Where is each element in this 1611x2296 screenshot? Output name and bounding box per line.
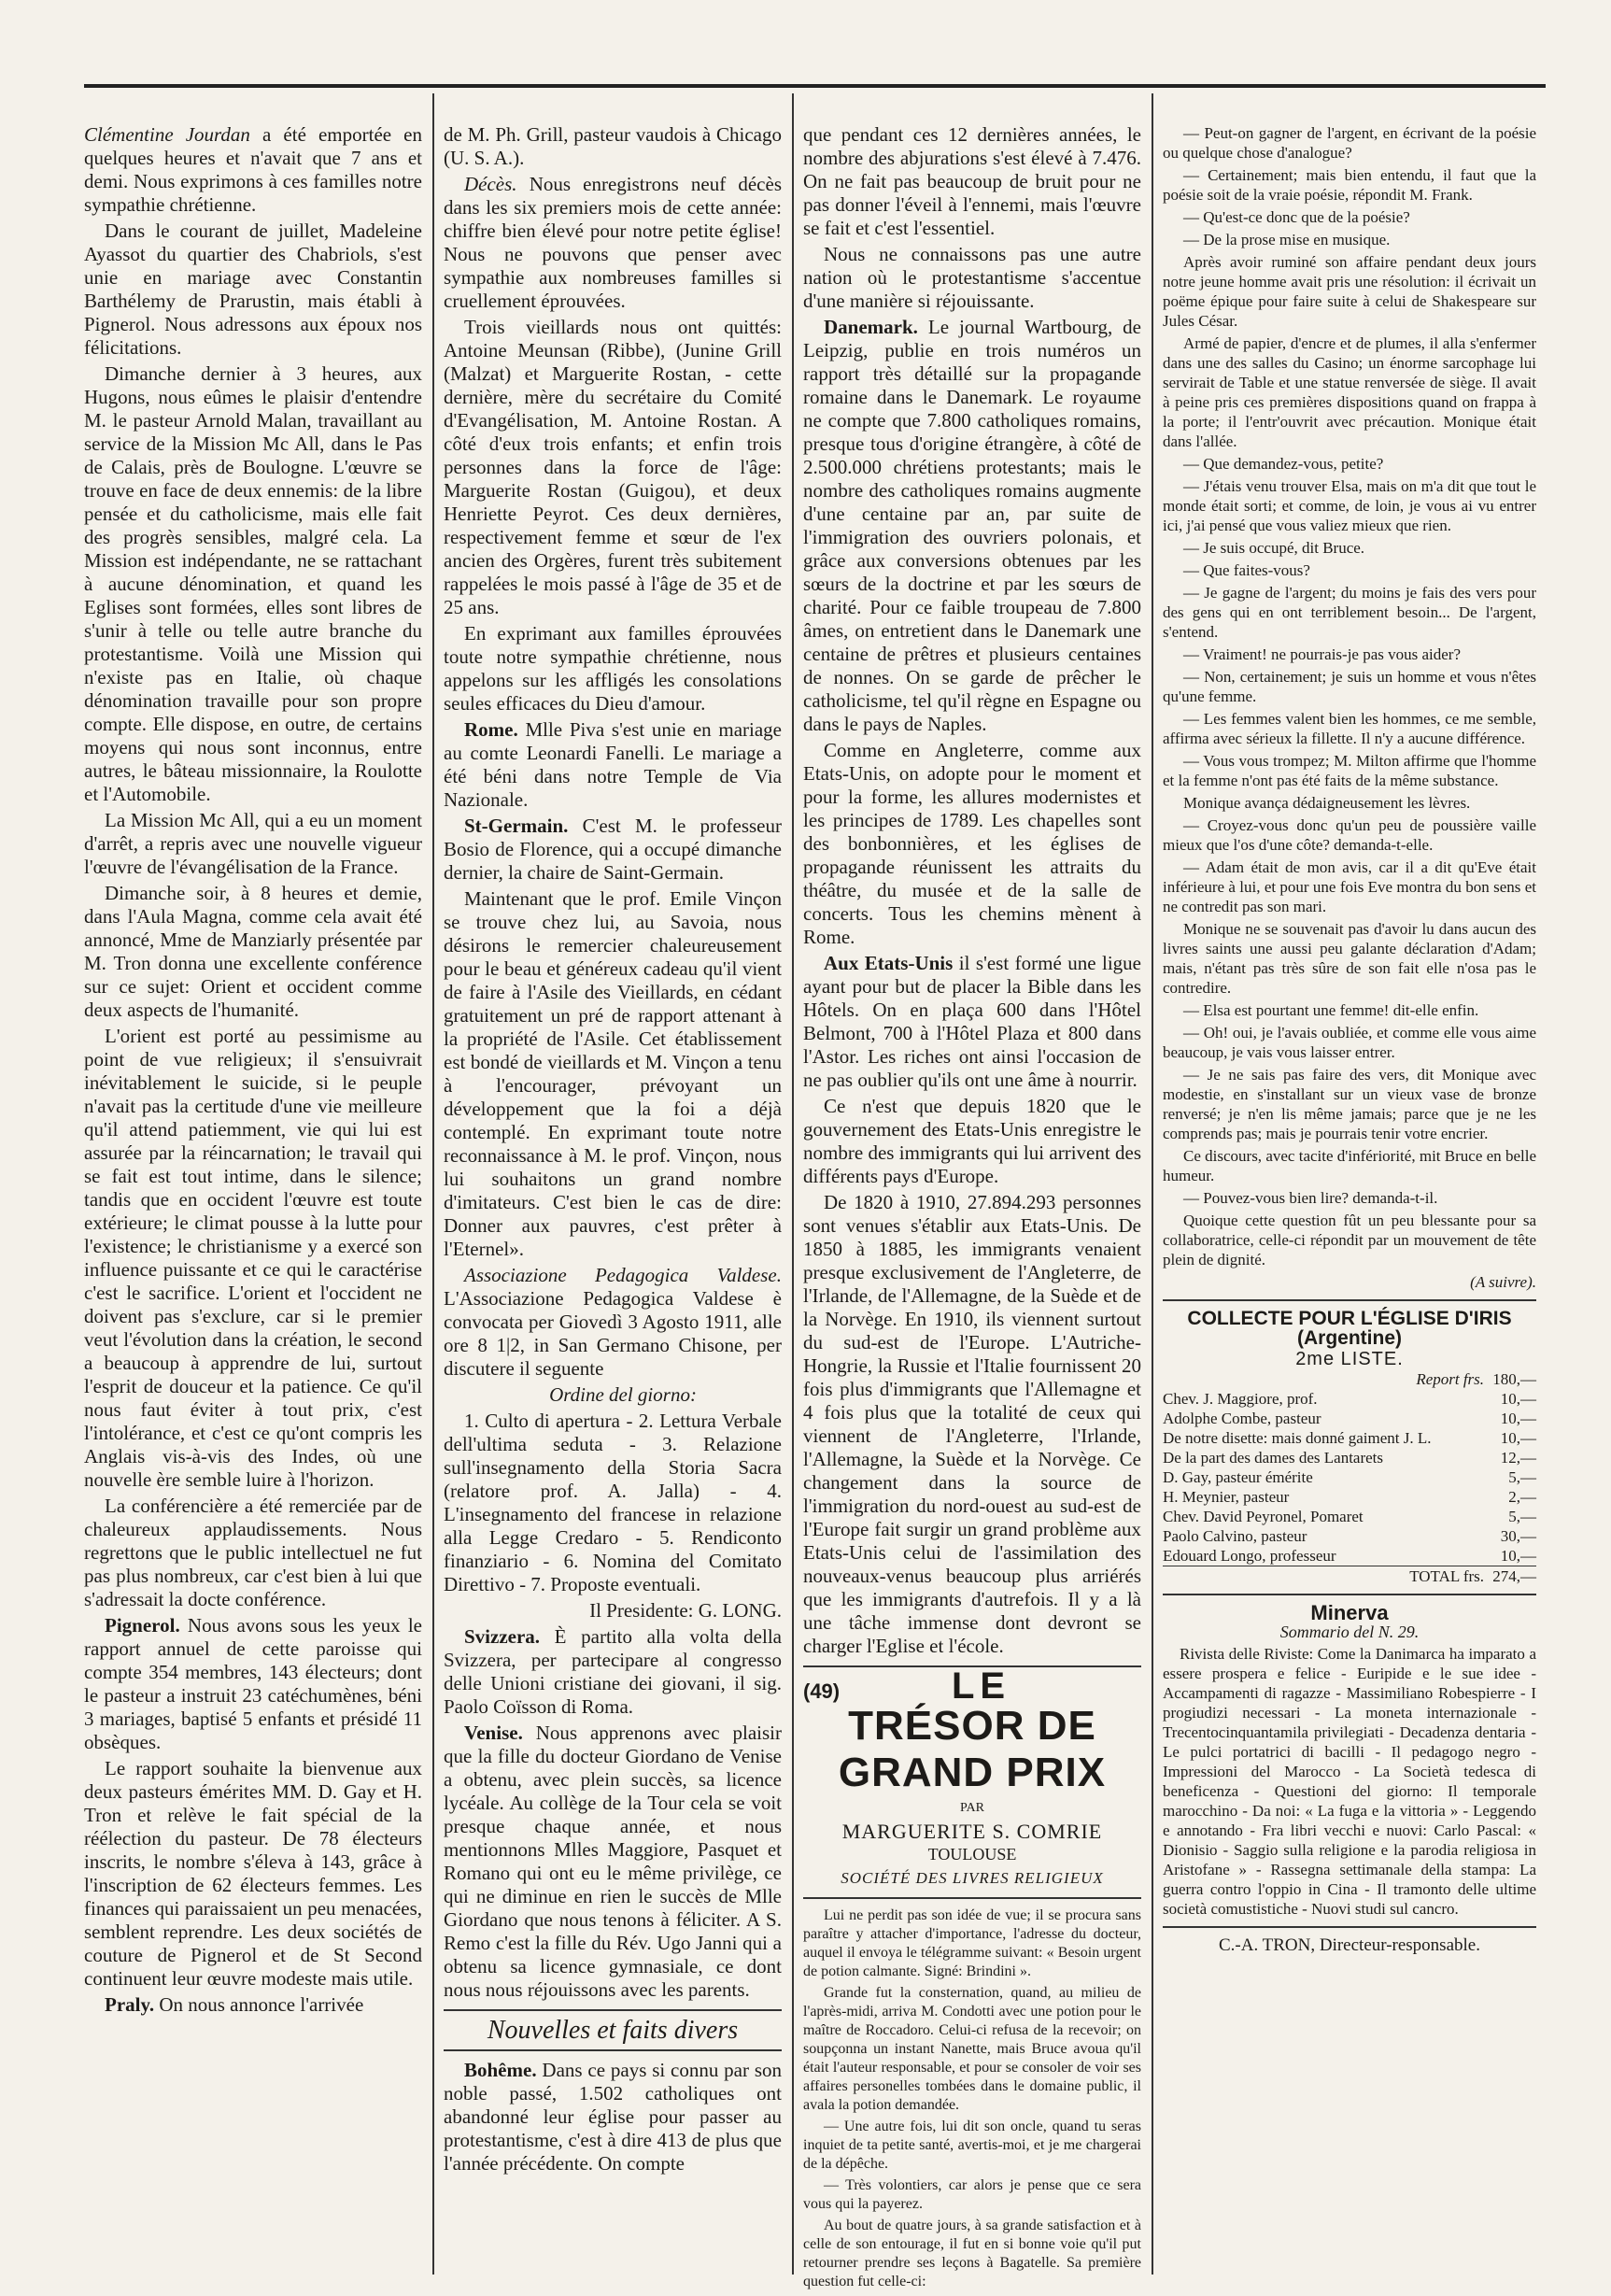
feuilleton-paragraph: Monique ne se souvenait pas d'avoir lu dans aucun des livres saints une aussi peu galante déclaration d'Adam; mais, n'étant pas très sûre de son fait elle n'osa pas le contredire. [1163, 920, 1536, 997]
paragraph [444, 815, 782, 885]
donor-name: Chev. J. Maggiore, prof. [1163, 1390, 1318, 1408]
paragraph-lead: Svizzera. [464, 1625, 541, 1648]
feuilleton-header [803, 1665, 1141, 1890]
donation-row [1163, 1409, 1536, 1428]
paragraph [803, 1095, 1141, 1188]
donation-row [1163, 1428, 1536, 1448]
paragraph [803, 243, 1141, 313]
paragraph-text: Nous apprenons avec plaisir que la fille du docteur Giordano de Venise a obtenu, avec plein succès, sa licence lycéale. Au collège de la Tour cela se voit presque chaque année, et nous mentionnons Mlles Maggiore, Pasquet et Romano qui ont eu le même privilège, ce qui ne diminue en rien le succès de Mlle Giordano que nous tenons à féliciter. A S. Remo c'est la fille du Rév. Ugo Janni qui a obtenu sa licence gymnasiale, ce dont nous nous réjouissons avec les parents. [444, 1722, 782, 2001]
paragraph-text: Comme en Angleterre, comme aux Etats-Unis, on adopte pour le moment et pour la forme, les allures modernistes et les principes de 1789. Les chapelles sont des bonbonnières, et les églises de propagande réunissent les attraits du théâtre, du musée et de la salle de concerts. Tous les chemins mènent à Rome. [803, 739, 1141, 948]
donation-amount: 10,— [1500, 1429, 1536, 1447]
paragraph [444, 1410, 782, 1596]
feuilleton-number: (49) [803, 1679, 841, 1703]
feuilleton-paragraph: — Que demandez-vous, petite? [1183, 455, 1384, 473]
paragraph [444, 173, 782, 313]
donation-row [1163, 1507, 1536, 1526]
feuilleton-paragraph: — Vous vous trompez; M. Milton affirme que l'homme et la femme n'ont pas été faits de la même substance. [1163, 752, 1536, 789]
paragraph-text: 1. Culto di apertura - 2. Lettura Verbale dell'ultima seduta - 3. Relazione sull'insegnamento della Storia Sacra (relatore prof. A. Jalla) - 4. L'insegnamento del francese in relazione alla Legge Credaro - 5. Rendiconto finanziario - 6. Nomina del Comitato Direttivo - 7. Proposte eventuali. [444, 1410, 782, 1595]
section-rule [1163, 1299, 1536, 1301]
feuilleton-paragraph: — Que faites-vous? [1183, 561, 1310, 579]
paragraph-text: Mlle Piva s'est unie en mariage au comte Leonardi Fanelli. Le mariage a été béni dans notre Temple de Via Nazionale. [444, 718, 782, 811]
donation-row [1163, 1526, 1536, 1546]
donation-row [1163, 1546, 1536, 1566]
paragraph [84, 1025, 422, 1492]
paragraph [803, 316, 1141, 736]
donation-row [1163, 1448, 1536, 1467]
paragraph-text: La conférencière a été remerciée par de chaleureux applaudissements. Nous regrettons que le public intellectuel ne fut pas plus nombreux, car c'est bien à lui que s'adressait la docte conférence. [84, 1495, 422, 1610]
paragraph [803, 1191, 1141, 1658]
donor-name: H. Meynier, pasteur [1163, 1488, 1290, 1506]
feuilleton-paragraph: — Oh! oui, je l'avais oubliée, et comme elle vous aime beaucoup, je vais vous laisser entrer. [1163, 1024, 1536, 1061]
feuilleton-paragraph: Au bout de quatre jours, à sa grande satisfaction et à celle de son entourage, il fut en si bonne voie qu'il put retourner prendre ses leçons à Bagatelle. Sa première question fut celle-ci: [803, 2218, 1141, 2289]
section-rule [1163, 1926, 1536, 1928]
paragraph [803, 123, 1141, 240]
donation-row [1163, 1467, 1536, 1487]
paragraph [84, 362, 422, 806]
feuilleton-paragraph: Ce discours, avec tacite d'infériorité, mit Bruce en belle humeur. [1163, 1147, 1536, 1184]
paragraph-lead: Praly. [105, 1993, 155, 2016]
paragraph-text: È partito alla volta della Svizzera, per partecipare al congresso delle Unioni cristiane dei giovani, il sig. Paolo Coïsson di Roma. [444, 1625, 782, 1718]
donation-amount: 10,— [1500, 1390, 1536, 1408]
paragraph-text: L'Associazione Pedagogica Valdese è convocata per Giovedì 3 Agosto 1911, alle ore 8 1|2, in San Germano Chisone, per discutere il seguente [444, 1287, 782, 1380]
feuilleton-paragraph: — Non, certainement; je suis un homme et vous n'êtes qu'une femme. [1163, 668, 1536, 705]
a-suivre: (A suivre). [1470, 1273, 1536, 1291]
paragraph-text: La Mission Mc All, qui a eu un moment d'arrêt, a repris avec une nouvelle vigueur l'œuvre de l'évangélisation de la France. [84, 809, 422, 878]
feuilleton-paragraph: — Croyez-vous donc qu'un peu de poussière vaille mieux que l'os d'une côte? demanda-t-elle. [1163, 816, 1536, 854]
paragraph [444, 1383, 782, 1407]
feuilleton-le: LE [952, 1665, 1011, 1707]
paragraph-text: Nous ne connaissons pas une autre nation où le protestantisme s'accentue d'une manière si réjouissante. [803, 243, 1141, 312]
paragraph-text: a été emportée en quelques heures et n'avait que 7 ans et demi. Nous exprimons à ces familles notre sympathie chrétienne. [84, 123, 422, 216]
feuilleton-continued [1163, 123, 1536, 1269]
total-amount: 274,— [1484, 1566, 1536, 1587]
paragraph [84, 809, 422, 879]
paragraph-text: Nous enregistrons neuf décès dans les six premiers mois de cette année: chiffre bien élevé pour notre petite église! Nous ne pouvons que penser avec sympathie aux nombreuses familles si cruellement éprouvées. [444, 173, 782, 312]
collecte-title: COLLECTE POUR L'ÉGLISE D'IRIS (Argentine) [1187, 1308, 1512, 1349]
paragraph [84, 220, 422, 360]
total-label: TOTAL frs. [1163, 1566, 1484, 1587]
feuilleton-paragraph: — Pouvez-vous bien lire? demanda-t-il. [1183, 1189, 1438, 1207]
paragraph-lead: Danemark. [824, 316, 918, 338]
total-row [1163, 1566, 1536, 1587]
column-1 [84, 123, 422, 2275]
column-2 [444, 123, 782, 2275]
donation-amount: 30,— [1500, 1527, 1536, 1545]
section-rule [803, 1897, 1141, 1899]
paragraph [444, 1264, 782, 1381]
donor-name: Edouard Longo, professeur [1163, 1547, 1336, 1565]
donation-row [1163, 1487, 1536, 1507]
feuilleton-paragraph: — Adam était de mon avis, car il a dit qu'Eve était inférieure à lui, et pour une fois Eve montra du bon sens et ne contredit pas son mari. [1163, 858, 1536, 915]
paragraph-text: Dimanche soir, à 8 heures et demie, dans l'Aula Magna, comme cela avait été annoncé, Mme de Manziarly présentée par M. Tron donna une excellente conférence sur ce sujet: Orient et occident comme deux aspects de l'humanité. [84, 882, 422, 1021]
paragraph-text: Dans ce pays si connu par son noble passé, 1.502 catholiques ont abandonné leur église pour passer au protestantisme, c'est à dire 413 de plus que l'année précédente. On compte [444, 2059, 782, 2175]
feuilleton-par: PAR [960, 1801, 984, 1815]
feuilleton-paragraph: — Elsa est pourtant une femme! dit-elle enfin. [1183, 1001, 1479, 1019]
feuilleton-author: MARGUERITE S. COMRIE [841, 1820, 1103, 1843]
feuilleton-paragraph: Après avoir ruminé son affaire pendant deux jours notre jeune homme avait pris une résolution: il écrivait un poëme épique pour faire suite à celui de Shakespeare sur Jules César. [1163, 253, 1536, 330]
paragraph-text: C'est M. le professeur Bosio de Florence, qui a occupé dimanche dernier, la chaire de Saint-Germain. [444, 815, 782, 884]
minerva-sommario: Sommario del N. 29. [1279, 1623, 1420, 1641]
top-rule [84, 84, 1546, 88]
feuilleton-paragraph: — J'étais venu trouver Elsa, mais on m'a dit que tout le monde était sorti; et comme, de loin, je vous ai vu entrer ici, j'ai pensé que vous valiez mieux que rien. [1163, 477, 1536, 534]
paragraph-text: L'orient est porté au pessimisme au point de vue religieux; il s'ensuivrait inévitablement le suicide, si le peuple n'avait pas la certitude d'une vie meilleure qu'il attend patiemment, vie qui lui est assurée par la réincarnation; le travail qui se fait est tout intime, dans le silence; tandis que en occident l'œuvre est toute extérieure; le climat pousse à la lutte pour l'existence; le christianisme y a exercé son influence puissante et ce qui le caractérise c'est le sacrifice. L'orient et l'occident ne doivent pas s'exclure, car si le premier veut l'évolution dans la création, le second a beaucoup à apprendre de lui, surtout l'esprit de douceur et la patience. Ce qu'il nous faut éviter à tout prix, c'est l'intolérance, et c'est ce qu'ont compris les Anglais vis-à-vis des Indes, où une nouvelle ère semble luire à l'horizon. [84, 1025, 422, 1491]
paragraph-text: Trois vieillards nous ont quittés: Antoine Meunsan (Ribbe), (Junine Grill (Malzat) et Marguerite Rostan, - cette dernière, mère du secrétaire du Comité d'Evangélisation, M. Antoine Rostan. A côté d'eux trois enfants; et enfin trois personnes dans la force de l'âge: Marguerite Rostan (Guigou), et deux Henriette Peyrot. Ces deux dernières, respectivement femme et sœur de l'ex ancien des Orgères, furent très subitement rappelées le mois passé à l'âge de 35 et de 25 ans. [444, 316, 782, 618]
report-amount: 180,— [1492, 1370, 1536, 1388]
donor-name: Chev. David Peyronel, Pomaret [1163, 1508, 1364, 1525]
paragraph [803, 739, 1141, 949]
section-rule [1163, 1594, 1536, 1595]
paragraph-text: Dans le courant de juillet, Madeleine Ayassot du quartier des Chabriols, s'est unie en mariage avec Constantin Barthélemy de Prarustin, mais établi à Pignerol. Nous adressons aux époux nos félicitations. [84, 220, 422, 359]
paragraph-lead: Décès. [464, 173, 517, 195]
paragraph [84, 1495, 422, 1611]
nouvelles-title: Nouvelles et faits divers [487, 2016, 739, 2045]
report-label: Report frs. [1416, 1370, 1485, 1388]
paragraph-lead: St-Germain. [464, 815, 569, 837]
collecte-liste: 2me LISTE. [1295, 1349, 1404, 1369]
paragraph-text: En exprimant aux familles éprouvées toute notre sympathie chrétienne, nous appelons sur les affligés les consolations seules efficaces du Dieu d'amour. [444, 622, 782, 715]
paragraph-text: Maintenant que le prof. Emile Vinçon se trouve chez lui, au Savoia, nous désirons le remercier chaleureusement pour le beau et généreux cadeau qu'il vient de faire à l'Asile des Vieillards, en cédant gratuitement un pré de rapport attenant à la propriété de l'Asile. Cet établissement est bondé de vieillards et M. Vinçon a tenu à l'encourager, prévoyant un développement que la foi a déjà contemplé. En exprimant toute notre reconnaissance à M. le prof. Vinçon, nous lui souhaitons un grand nombre d'imitateurs. C'est bien le cas de dire: Donner aux pauvres, c'est prêter à l'Eternel». [444, 887, 782, 1260]
column-2-chronicle [444, 123, 782, 2002]
paragraph-lead: Aux Etats-Unis [824, 952, 954, 974]
paragraph [444, 1625, 782, 1719]
report-row [1163, 1369, 1536, 1389]
paragraph-text: il s'est formé une ligue ayant pour but de placer la Bible dans les Hôtels. On en plaça 600 dans l'Hôtel Belmont, 700 à l'Hôtel Plaza et 800 dans l'Astor. Les riches ont ainsi l'occasion de ne pas oublier qu'ils ont une âme à nourrir. [803, 952, 1141, 1091]
donation-row [1163, 1389, 1536, 1409]
footer-responsible: C.-A. TRON, Directeur-responsable. [1219, 1935, 1480, 1955]
paragraph [444, 1722, 782, 2002]
donor-name: D. Gay, pasteur émérite [1163, 1468, 1313, 1486]
column-4 [1163, 123, 1536, 2275]
feuilleton-paragraph: — Une autre fois, lui dit son oncle, quand tu seras inquiet de ta petite santé, avertis-moi, et je me chargerai de la dépêche. [803, 2119, 1141, 2172]
paragraph-lead: Bohême. [464, 2059, 537, 2081]
paragraph-text: Ce n'est que depuis 1820 que le gouvernement des Etats-Unis enregistre le nombre des immigrants qui lui arrivent des différents pays d'Europe. [803, 1095, 1141, 1187]
paragraph [84, 123, 422, 217]
paragraph [444, 316, 782, 619]
donation-amount: 2,— [1508, 1488, 1536, 1506]
paragraph [444, 718, 782, 812]
paragraph-text: Dimanche dernier à 3 heures, aux Hugons, nous eûmes le plaisir d'entendre M. le pasteur Arnold Malan, travaillant au service de la Mission Mc All, dans le Pas de Calais, près de Boulogne. L'œuvre se trouve en face de deux ennemis: de la libre pensée et du catholicisme, mais elle fait des progrès sensibles, malgré cela. La Mission est indépendante, ne se rattachant à aucune dénomination, et quand les Eglises sont formées, elles sont libres de s'unir à telle ou telle autre branche du protestantisme. Voilà une Mission qui n'existe pas en Italie, où chaque dénomination travaille pour son propre compte. Elle dispose, en outre, de certains moyens qui nous sont inconnus, entre autres, le bâteau missionnaire, la Roulotte et l'Automobile. [84, 362, 422, 805]
column-divider [792, 93, 794, 2275]
donation-amount: 5,— [1508, 1468, 1536, 1486]
paragraph-text: Ordine del giorno: [549, 1383, 697, 1406]
donation-amount: 10,— [1500, 1410, 1536, 1427]
donation-amount: 5,— [1508, 1508, 1536, 1525]
donor-name: De la part des dames des Lantarets [1163, 1449, 1384, 1467]
paragraph-text: Le journal Wartbourg, de Leipzig, publie en trois numéros un rapport très détaillé sur la propagande romaine dans le Danemark. Le royaume ne compte que 7.800 catholiques romains, presque tous d'origine étrangère, à côté de 2.500.000 chrétiens protestants; mais le nombre des catholiques romains augmente d'une centaine par an, par suite de l'immigration des ouvriers polonais, et grâce aux conversions obtenues par les sœurs de la doctrine et par les sœurs de charité. Pour ce faible troupeau de 7.800 âmes, on entretient dans le Danemark une centaine de prêtres et plusieurs centaines de nonnes. On se garde de prêcher le catholicisme, tel qu'il règne en Espagne ou dans le pays de Naples. [803, 316, 1141, 735]
paragraph-text: Nous avons sous les yeux le rapport annuel de cette paroisse qui compte 354 membres, 143 électeurs; dont le pasteur a instruit 23 catéchumènes, béni 3 mariages, baptisé 5 enfants et présidé 11 obsèques. [84, 1614, 422, 1753]
feuilleton-paragraph: — De la prose mise en musique. [1183, 231, 1391, 248]
paragraph-lead: Associazione Pedagogica Valdese. [464, 1264, 782, 1286]
feuilleton-paragraph: — Peut-on gagner de l'argent, en écrivant de la poésie ou quelque chose d'analogue? [1163, 124, 1536, 162]
feuilleton-society: SOCIÉTÉ DES LIVRES RELIGIEUX [841, 1869, 1104, 1887]
feuilleton-paragraph: — Très volontiers, car alors je pense que ce sera vous qui la payerez. [803, 2177, 1141, 2212]
paragraph-lead: Pignerol. [105, 1614, 180, 1637]
newspaper-page [84, 84, 1546, 2289]
feuilleton-paragraph: Armé de papier, d'encre et de plumes, il alla s'enfermer dans une des salles du Casino; un énorme sarcophage lui servirait de Table et une statue renversée de siège. Il avait à peine pris ces premières dispositions quand on frappa à la porte; il l'entr'ouvrit avec précaution. Monique était dans l'allée. [1163, 334, 1536, 450]
column-divider [1152, 93, 1153, 2275]
donor-name: Paolo Calvino, pasteur [1163, 1527, 1307, 1545]
paragraph [444, 887, 782, 1261]
feuilleton-text [803, 1906, 1141, 2291]
column-2-nouvelles [444, 2059, 782, 2176]
feuilleton-paragraph: Grande fut la consternation, quand, au milieu de l'après-midi, arriva M. Condotti avec une potion pour le maître de Roccadoro. Celui-ci refusa de la recevoir; on soupçonna un instant Nanette, mais Bruce avoua qu'il était l'auteur responsable, et pour se consoler de voir ses affaires personelles tombées dans le domaine public, il avala la potion demandée. [803, 1985, 1141, 2113]
paragraph [84, 1614, 422, 1754]
paragraph-text: Il Presidente: G. LONG. [589, 1599, 782, 1622]
feuilleton-paragraph: Quoique cette question fût un peu blessante pour sa collaboratrice, celle-ci répondit par un mouvement de tête plein de dignité. [1163, 1212, 1536, 1268]
feuilleton-paragraph: Lui ne perdit pas son idée de vue; il se procura sans paraître y attacher d'importance, l'adresse du docteur, auquel il envoya le télégramme suivant: « Besoin urgent de potion calmante. Signé: Brindini ». [803, 1907, 1141, 1979]
column-3-text [803, 123, 1141, 1658]
paragraph [444, 2059, 782, 2176]
paragraph-text: On nous annonce l'arrivée [154, 1993, 364, 2016]
paragraph-text: Le rapport souhaite la bienvenue aux deux pasteurs émérites MM. D. Gay et H. Tron et relève le fait spécial de la réélection du pasteur. De 78 électeurs inscrits, le nombre s'éleva à 143, grâce à l'inscription de 62 électeurs femmes. Les finances qui paraissaient un peu menacées, semblent reprendre. Les deux sociétés de couture de Pignerol et de St Second continuent leur œuvre modeste mais utile. [84, 1757, 422, 1990]
minerva-text: Rivista delle Riviste: Come la Danimarca ha imparato a essere prospera e felice - Euripide e le sue idee - Accampamenti di ragazze - Massimiliano Robespierre - I progiudizi necessari - La moneta internazionale - Trecentocinquantamila privilegiati - Decadenza dentaria - Le pulci portatrici di bacilli - Il pedagogo negro - Impressioni del Marocco - La Società tedesca di beneficenza - Questioni del giorno: Il temporale marocchino - Da noi: « La fuga e la vittoria » - Leggendo e annotando - Fra libri vecchi e nuovi: Carlo Pascal: « Dionisio - Saggio sulla religione e la parodia religiosa in Aristofane » - Rassegna settimanale della stampa: La guerra contro l'oppio in Cina - Il tramonto delle ultime società comustistiche - Nuovi studi sul cancro. [1163, 1645, 1536, 1918]
paragraph-text: que pendant ces 12 dernières années, le nombre des abjurations s'est élevé à 7.476. On ne fait pas beaucoup de bruit pour ne pas donner l'éveil à l'ennemi, mais l'œuvre se fait et c'est l'essentiel. [803, 123, 1141, 239]
donation-amount: 10,— [1500, 1547, 1536, 1565]
feuilleton-place: TOULOUSE [927, 1845, 1017, 1864]
paragraph [444, 1599, 782, 1623]
feuilleton-paragraph: Monique avança dédaigneusement les lèvres. [1183, 794, 1471, 812]
paragraph-lead: Rome. [464, 718, 518, 741]
feuilleton-paragraph: — Les femmes valent bien les hommes, ce me semble, affirma avec sérieux la fillette. Il n'y a aucune différence. [1163, 710, 1536, 747]
feuilleton-paragraph: — Vraiment! ne pourrais-je pas vous aider? [1183, 645, 1462, 663]
paragraph [444, 123, 782, 170]
paragraph-text: de M. Ph. Grill, pasteur vaudois à Chicago (U. S. A.). [444, 123, 782, 169]
paragraph [84, 1993, 422, 2017]
feuilleton-paragraph: — Qu'est-ce donc que de la poésie? [1183, 208, 1410, 226]
paragraph [84, 882, 422, 1022]
feuilleton-paragraph: — Je gagne de l'argent; du moins je fais des vers pour des gens qui en ont terriblement besoin... De l'argent, s'entend. [1163, 584, 1536, 641]
donor-name: De notre disette: mais donné gaiment J. L. [1163, 1429, 1432, 1447]
section-rule [444, 2049, 782, 2051]
feuilleton-title: TRÉSOR DE GRAND PRIX [838, 1703, 1107, 1795]
paragraph [84, 1757, 422, 1991]
minerva-title: Minerva [1310, 1601, 1389, 1624]
donation-amount: 12,— [1500, 1449, 1536, 1467]
column-divider [432, 93, 434, 2275]
column-3 [803, 123, 1141, 2289]
collecte-table [1163, 1369, 1536, 1586]
paragraph [803, 952, 1141, 1092]
paragraph [444, 622, 782, 716]
feuilleton-paragraph: — Je ne sais pas faire des vers, dit Monique avec modestie, en s'installant sur un vieux vase de bronze renversé; je n'en lis même jamais; parce que je ne les comprends pas; mais je pourrais tenir votre encrier. [1163, 1066, 1536, 1142]
paragraph-lead: Clémentine Jourdan [84, 123, 250, 146]
feuilleton-paragraph: — Certainement; mais bien entendu, il faut que la poésie soit de la vraie poésie, répondit M. Frank. [1163, 166, 1536, 204]
donor-name: Adolphe Combe, pasteur [1163, 1410, 1321, 1427]
section-rule [444, 2009, 782, 2011]
paragraph-text: De 1820 à 1910, 27.894.293 personnes sont venues s'établir aux Etats-Unis. De 1850 à 1885, les immigrants venaient presque exclusivement de l'Angleterre, de l'Irlande, de l'Allemagne, de la Suède et de la Norvège. En 1910, ils viennent surtout du sud-est de l'Europe. L'Autriche-Hongrie, la Russie et l'Italie fournissent 20 fois plus d'immigrants que l'Allemagne et 4 fois plus que la totalité de ceux qui viennent de l'Angleterre, l'Irlande, l'Allemagne, la Suède et la Norvège. Ce changement dans la source de l'immigration du nord-ouest au sud-est de l'Europe fait surgir un grand problème aux Etats-Unis celui de l'assimilation des nouveaux-venus beaucoup plus arriérés que les immigrants d'autrefois. Il y a là une tâche immense dont devront se charger l'Eglise et l'école. [803, 1191, 1141, 1657]
feuilleton-paragraph: — Je suis occupé, dit Bruce. [1183, 539, 1365, 557]
paragraph-lead: Venise. [464, 1722, 523, 1744]
